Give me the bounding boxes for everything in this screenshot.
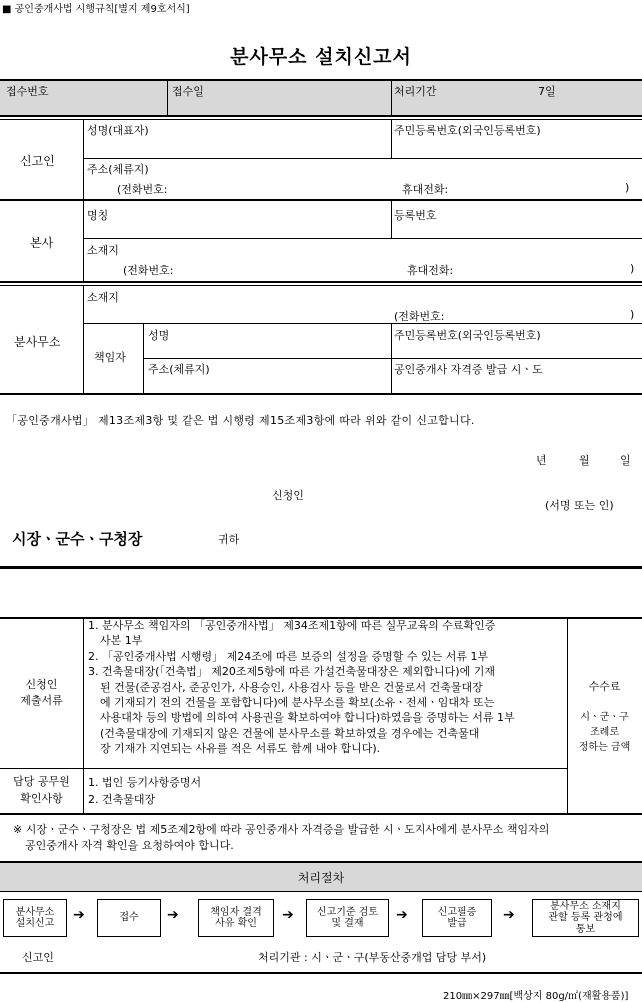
branch-section-label: 분사무소 (14, 335, 61, 349)
form-title: 분사무소 설치신고서 (230, 46, 412, 68)
form-reference: ■ 공인중개사법 시행규칙[별지 제9호서식] (2, 4, 190, 15)
head-office-phone-label: (전화번호: (123, 264, 174, 277)
applicant-doc-line: (건축물대장에 기재되지 않은 건물에 분사무소를 확보하였을 경우에는 건축물대 (100, 726, 480, 740)
head-office-name-label: 명칭 (87, 209, 109, 222)
note-line-1: ※ 시장ㆍ군수ㆍ구청장은 법 제5조제2항에 따라 공인중개사 자격증을 발급한 시ㆍ도지사에게 분사무소 책임자의 (13, 823, 550, 836)
applicant-paren-close: ) (625, 181, 630, 194)
process-left-caption: 신고인 (22, 951, 54, 964)
receipt-date-label: 접수일 (172, 85, 204, 98)
applicant-section-label: 신고인 (20, 154, 55, 168)
declaration-text: 「공인중개사법」 제13조제3항 및 같은 법 시행령 제15조제3항에 따라 위와 같이 신고합니다. (6, 414, 475, 427)
branch-manager-label: 책임자 (94, 351, 126, 364)
applicant-doc-line: 3. 건축물대장(「건축법」 제20조제5항에 따른 가설건축물대장은 제외합니다)에 기재 (88, 665, 495, 679)
date-month: 월 (579, 454, 590, 467)
official-doc-item: 1. 법인 등기사항증명서 (88, 776, 202, 789)
addressee: 시장ㆍ군수ㆍ구청장 (12, 530, 143, 548)
branch-phone-label: (전화번호: (394, 310, 445, 323)
applicant-doc-line: 된 건물(준공검사, 준공인가, 사용승인, 사용검사 등을 받은 건물로서 건축물대장 (100, 680, 483, 694)
manager-name-label: 성명 (148, 329, 170, 342)
process-step: 분사무소 설치신고 (3, 899, 67, 937)
process-step: 접수 (97, 899, 161, 937)
processing-period-value: 7일 (538, 85, 556, 98)
processing-period-label: 처리기간 (394, 85, 437, 98)
official-doc-item: 2. 건축물대장 (88, 793, 156, 806)
date-day: 일 (620, 454, 631, 467)
branch-paren-close: ) (630, 308, 635, 321)
process-step: 신고필증 발급 (422, 899, 492, 937)
applicant-address-label: 주소(체류지) (87, 163, 149, 176)
head-office-section-label: 본사 (30, 236, 54, 250)
head-office-reg-label: 등록번호 (394, 209, 437, 222)
head-office-location-label: 소재지 (87, 244, 119, 257)
applicant-doc-line: 에 기재되기 전의 건물을 포함합니다)에 분사무소를 확보(소유ㆍ전세ㆍ임대차 또는 (100, 696, 495, 710)
applicant-sign-label: 신청인 (272, 489, 304, 502)
receipt-number-label: 접수번호 (6, 85, 49, 98)
applicant-mobile-label: 휴대전화: (402, 183, 449, 196)
applicant-doc-line: 장 기재가 지연되는 사유를 적은 서류도 함께 내야 합니다). (100, 742, 381, 756)
manager-address-label: 주소(체류지) (148, 363, 210, 376)
date-year: 년 (536, 454, 547, 467)
arrow-right-icon: ➔ (282, 907, 294, 923)
applicant-id-label: 주민등록번호(외국인등록번호) (394, 124, 541, 137)
applicant-docs-label-1: 신청인 (25, 678, 58, 691)
branch-location-label: 소재지 (87, 291, 119, 304)
applicant-doc-line: 사용대차 등의 방법에 의하여 사용권을 확보하여야 합니다)하였음을 증명하는 서류 1부 (100, 711, 515, 725)
applicant-name-label: 성명(대표자) (87, 124, 149, 137)
fee-value-line: 정하는 금액 (578, 742, 631, 753)
applicant-docs-list (88, 618, 564, 757)
arrow-right-icon: ➔ (73, 907, 85, 923)
note-line-2: 공인중개사 자격 확인을 요청하여야 합니다. (25, 839, 234, 852)
fee-label: 수수료 (588, 680, 621, 693)
process-right-caption: 처리기관 : 시ㆍ군ㆍ구(부동산중개업 담당 부서) (258, 951, 487, 964)
applicant-docs-label-2: 제출서류 (20, 694, 63, 707)
fee-value-line: 조례로 (590, 727, 619, 738)
arrow-right-icon: ➔ (396, 907, 408, 923)
process-title: 처리절차 (297, 871, 345, 885)
sign-note: (서명 또는 인) (545, 499, 614, 512)
process-step: 분사무소 소재지 관할 등록 관청에 통보 (532, 899, 639, 937)
applicant-doc-line: 1. 분사무소 책임자의 「공인중개사법」 제34조제1항에 따른 실무교육의 수료확인증 (88, 619, 496, 632)
process-step: 책임자 결격 사유 확인 (198, 899, 274, 937)
manager-id-label: 주민등록번호(외국인등록번호) (394, 329, 541, 342)
arrow-right-icon: ➔ (167, 907, 179, 923)
head-office-mobile-label: 휴대전화: (407, 264, 454, 277)
official-docs-label-1: 담당 공무원 (13, 775, 70, 788)
head-office-paren-close: ) (630, 262, 635, 275)
fee-value-line: 시ㆍ군ㆍ구 (580, 712, 629, 723)
official-docs-label-2: 확인사항 (20, 792, 63, 805)
applicant-doc-line: 2. 「공인중개사법 시행령」 제24조에 따른 보증의 설정을 증명할 수 있는 서류 1부 (88, 649, 489, 663)
addressee-suffix: 귀하 (218, 533, 240, 546)
paper-spec-footer: 210㎜×297㎜[백상지 80g/㎡(재활용품)] (443, 991, 629, 1002)
arrow-right-icon: ➔ (503, 907, 515, 923)
applicant-phone-label: (전화번호: (117, 183, 168, 196)
applicant-doc-line: 사본 1부 (100, 634, 143, 648)
process-step: 신고기준 검토 및 결재 (306, 899, 389, 937)
manager-cert-label: 공인중개사 자격증 발급 시ㆍ도 (394, 363, 543, 376)
